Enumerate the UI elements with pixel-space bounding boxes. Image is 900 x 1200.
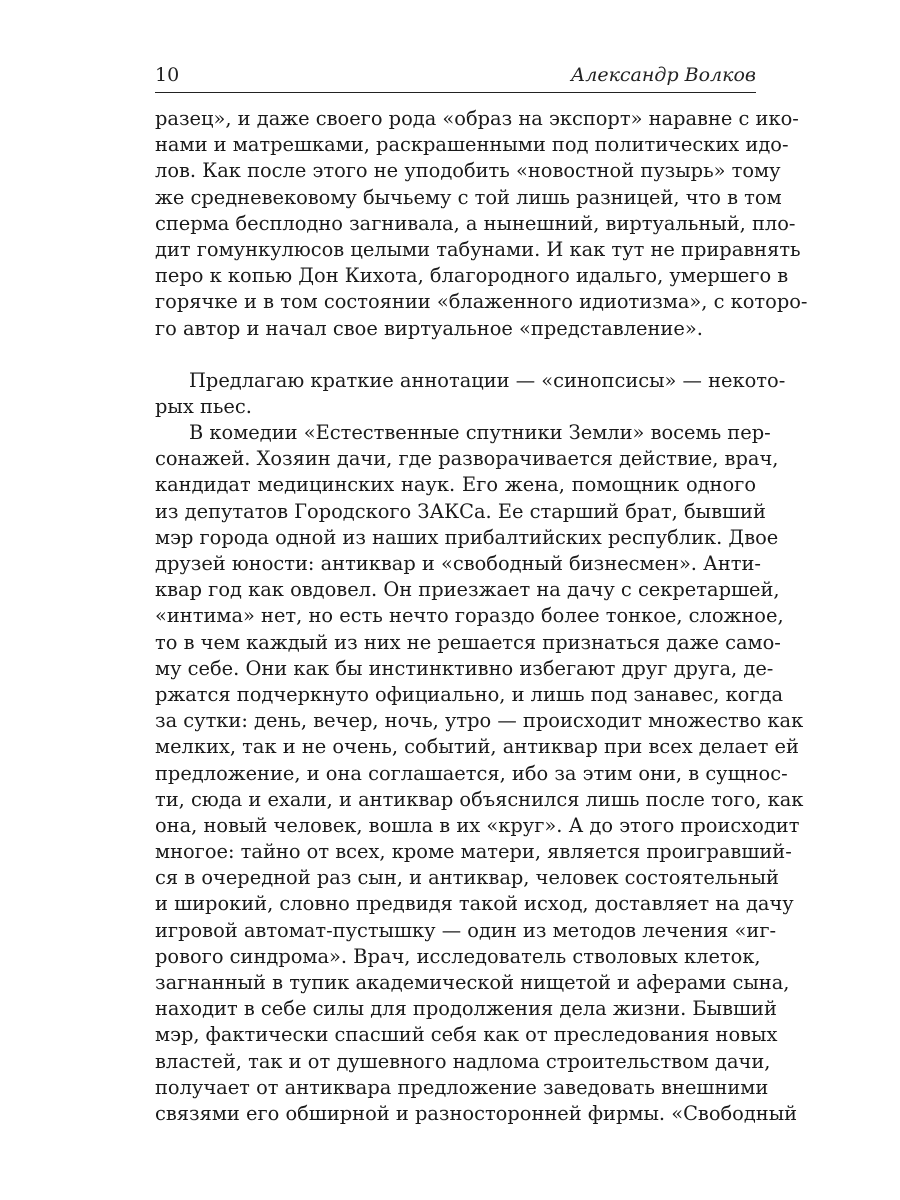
page-number: 10: [155, 64, 180, 86]
text-line: разец», и даже своего рода «образ на экспорт» наравне с ико-: [155, 107, 799, 130]
text-line: сперма бесплодно загнивала, а нынешний, виртуальный, пло-: [155, 211, 796, 235]
text-line: мэр, фактически спасший себя как от преследования новых: [155, 1023, 778, 1047]
text-line: Предлагаю краткие аннотации — «синопсисы» — некото-: [189, 368, 786, 392]
text-line: связями его обширной и разносторонней фирмы. «Свободный: [155, 1101, 798, 1125]
paragraph-spacer: [155, 342, 756, 368]
text-line: из депутатов Городского ЗАКСа. Ее старший брат, бывший: [155, 499, 766, 523]
text-line: кандидат медицинских наук. Его жена, помощник одного: [155, 473, 756, 497]
body-text: [155, 106, 808, 1127]
text-line: же средневековому бычьему с той лишь разницей, что в том: [155, 185, 782, 209]
paragraph: [155, 420, 804, 1127]
running-header: [155, 62, 756, 93]
text-line: получает от антиквара предложение заведовать внешними: [155, 1075, 769, 1099]
text-line: ся в очередной раз сын, и антиквар, человек состоятельный: [155, 866, 779, 890]
text-line: мелких, так и не очень, событий, антиквар при всех делает ей: [155, 735, 799, 759]
text-line: ржатся подчеркнуто официально, и лишь под занавес, когда: [155, 682, 784, 706]
paragraph: [155, 106, 808, 342]
text-line: дит гомункулюсов целыми табунами. И как тут не приравнять: [155, 237, 801, 261]
text-line: загнанный в тупик академической нищетой и аферами сына,: [155, 971, 790, 994]
text-line: горячке и в том состоянии «блаженного идиотизма», с которо-: [155, 290, 808, 314]
text-line: то в чем каждый из них не решается признаться даже само-: [155, 630, 781, 654]
text-line: ти, сюда и ехали, и антиквар объяснился лишь после того, как: [155, 787, 804, 811]
text-line: го автор и начал свое виртуальное «представление».: [155, 316, 703, 340]
text-line: нами и матрешками, раскрашенными под политических идо-: [155, 133, 789, 157]
text-line: многое: тайно от всех, кроме матери, является проигравший-: [155, 840, 792, 864]
paragraph: [155, 368, 786, 420]
text-line: рых пьес.: [155, 394, 252, 418]
text-line: рового синдрома». Врач, исследователь стволовых клеток,: [155, 944, 761, 968]
text-line: за сутки: день, вечер, ночь, утро — происходит множество как: [155, 709, 804, 733]
text-line: сонажей. Хозяин дачи, где разворачивается действие, врач,: [155, 447, 779, 471]
running-head-author: Александр Волков: [570, 64, 756, 86]
text-line: друзей юности: антиквар и «свободный бизнесмен». Анти-: [155, 552, 761, 575]
text-line: лов. Как после этого не уподобить «новостной пузырь» тому: [155, 159, 781, 183]
text-line: игровой автомат-пустышку — один из методов лечения «иг-: [155, 918, 777, 942]
text-line: находит в себе силы для продолжения дела жизни. Бывший: [155, 997, 777, 1021]
text-line: и широкий, словно предвидя такой исход, доставляет на дачу: [155, 892, 794, 916]
text-line: му себе. Они как бы инстинктивно избегают друг друга, де-: [155, 656, 774, 680]
text-line: властей, так и от душевного надлома строительством дачи,: [155, 1049, 771, 1073]
text-line: она, новый человек, вошла в их «круг». А до этого происходит: [155, 813, 800, 837]
text-line: «интима» нет, но есть нечто гораздо более тонкое, сложное,: [155, 604, 784, 628]
text-line: предложение, и она соглашается, ибо за этим они, в сущнос-: [155, 761, 788, 785]
text-line: квар год как овдовел. Он приезжает на дачу с секретаршей,: [155, 578, 780, 602]
text-line: перо к копью Дон Кихота, благородного идальго, умершего в: [155, 264, 789, 288]
text-line: В комедии «Естественные спутники Земли» восемь пер-: [189, 421, 771, 445]
text-line: мэр города одной из наших прибалтийских республик. Двое: [155, 525, 779, 549]
